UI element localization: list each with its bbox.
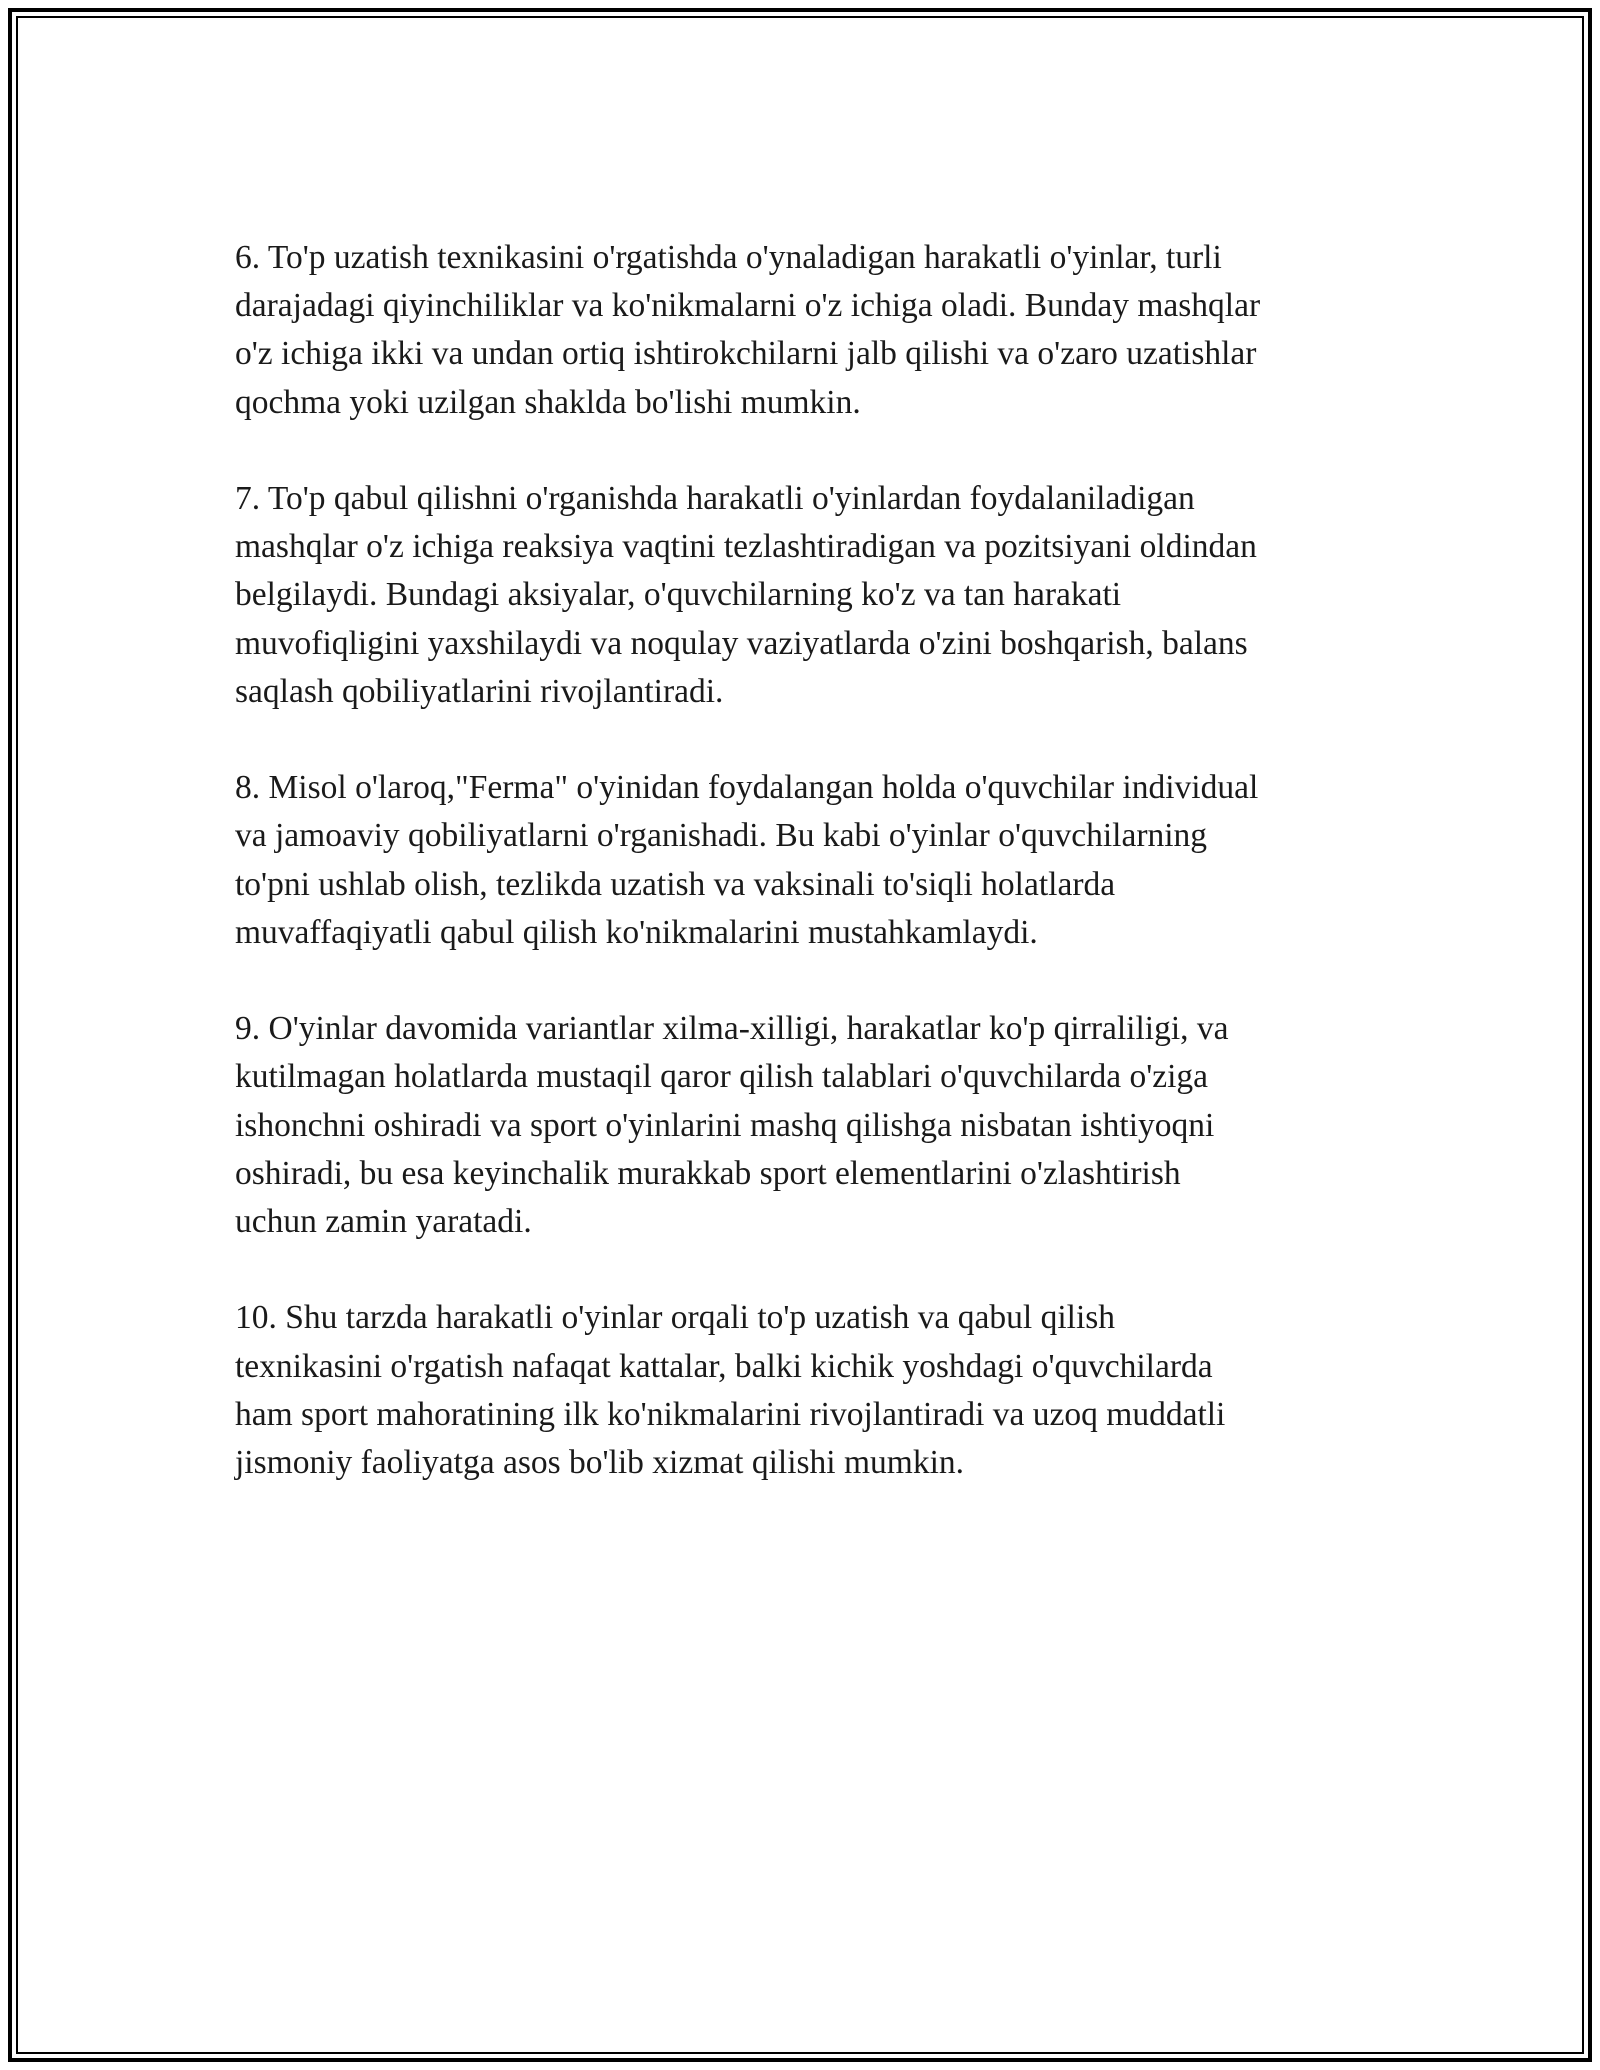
text-line: saqlash qobiliyatlarini rivojlantiradi. — [235, 672, 724, 710]
text-line: va jamoaviy qobiliyatlarni o'rganishadi. Bu kabi o'yinlar o'quvchilarning — [235, 817, 1208, 855]
text-line: texnikasini o'rgatish nafaqat kattalar, balki kichik yoshdagi o'quvchilarda — [235, 1347, 1213, 1385]
document-body — [235, 234, 1365, 1487]
text-line: uchun zamin yaratadi. — [235, 1203, 532, 1241]
text-line: muvofiqligini yaxshilaydi va noqulay vaziyatlarda o'zini boshqarish, balans — [235, 624, 1248, 662]
text-line: ishonchni oshiradi va sport o'yinlarini mashq qilishga nisbatan ishtiyoqni — [235, 1106, 1215, 1144]
paragraph-10 — [235, 1294, 1365, 1487]
text-line: jismoniy faoliyatga asos bo'lib xizmat qilishi mumkin. — [235, 1444, 965, 1482]
text-line: kutilmagan holatlarda mustaqil qaror qilish talablari o'quvchilarda o'ziga — [235, 1058, 1209, 1096]
paragraph-8 — [235, 764, 1365, 957]
text-line: oshiradi, bu esa keyinchalik murakkab sport elementlarini o'zlashtirish — [235, 1154, 1181, 1192]
text-line: 7. To'p qabul qilishni o'rganishda harakatli o'yinlardan foydalaniladigan — [235, 480, 1195, 517]
paragraph-6 — [235, 234, 1365, 427]
text-line: 8. Misol o'laroq,"Ferma" o'yinidan foydalangan holda o'quvchilar individual — [235, 769, 1259, 807]
text-line: qochma yoki uzilgan shaklda bo'lishi mumkin. — [235, 383, 861, 421]
text-line: to'pni ushlab olish, tezlikda uzatish va vaksinali to'siqli holatlarda — [235, 865, 1116, 903]
text-line: darajadagi qiyinchiliklar va ko'nikmalarni o'z ichiga oladi. Bunday mashqlar — [235, 287, 1261, 325]
text-line: 6. To'p uzatish texnikasini o'rgatishda o'ynaladigan harakatli o'yinlar, turli — [235, 239, 1222, 276]
text-line: muvaffaqiyatli qabul qilish ko'nikmalarini mustahkamlaydi. — [235, 913, 1038, 951]
text-line: o'z ichiga ikki va undan ortiq ishtirokchilarni jalb qilishi va o'zaro uzatishlar — [235, 335, 1257, 373]
text-line: 10. Shu tarzda harakatli o'yinlar orqali to'p uzatish va qabul qilish — [235, 1299, 1116, 1337]
text-line: 9. O'yinlar davomida variantlar xilma-xilligi, harakatlar ko'p qirraliligi, va — [235, 1010, 1229, 1048]
paragraph-9 — [235, 1005, 1365, 1246]
paragraph-7 — [235, 475, 1365, 716]
text-line: belgilaydi. Bundagi aksiyalar, o'quvchilarning ko'z va tan harakati — [235, 576, 1122, 614]
text-line: mashqlar o'z ichiga reaksiya vaqtini tezlashtiradigan va pozitsiyani oldindan — [235, 528, 1257, 566]
text-line: ham sport mahoratining ilk ko'nikmalarini rivojlantiradi va uzoq muddatli — [235, 1395, 1226, 1433]
